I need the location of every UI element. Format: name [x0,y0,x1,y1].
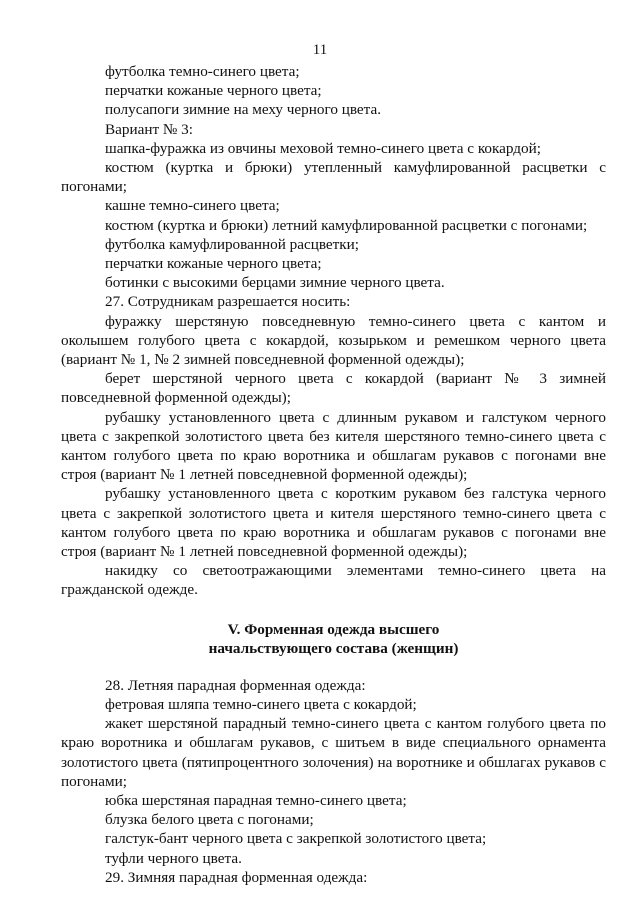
section-heading-line: V. Форменная одежда высшего [227,620,440,638]
paragraph: костюм (куртка и брюки) утепленный камуфлированной расцветки с погонами; [61,159,606,196]
paragraph: 27. Сотрудникам разрешается носить: [105,293,351,311]
paragraph: футболка камуфлированной расцветки; [105,235,360,253]
paragraph: жакет шерстяной парадный темно-синего цвета с кантом голубого цвета по краю воротника и обшлагам рукавов, с шитьем в виде специального орнамента золотистого цвета (пятипроцентного золочения) на воротнике и обшлагах рукавов с погонами; [61,715,606,790]
paragraph: кашне темно-синего цвета; [105,197,280,215]
paragraph: 28. Летняя парадная форменная одежда: [105,676,366,694]
paragraph: блузка белого цвета с погонами; [105,811,314,829]
paragraph: футболка темно-синего цвета; [105,63,300,80]
paragraph: перчатки кожаные черного цвета; [105,82,322,100]
page-number: 11 [312,42,328,58]
paragraph: перчатки кожаные черного цвета; [105,255,322,273]
paragraph: 29. Зимняя парадная форменная одежда: [105,868,368,886]
paragraph: накидку со светоотражающими элементами темно-синего цвета на гражданской одежде. [61,562,606,599]
paragraph: юбка шерстяная парадная темно-синего цвета; [105,791,407,809]
paragraph: рубашку установленного цвета с длинным рукавом и галстуком черного цвета с закрепкой золотистого цвета без кителя шерстяного темно-синего цвета с кантом голубого цвета по краю воротника и обшлагам рукавов с погонами вне строя (вариант № 1 летней повседневной форменной одежды); [61,408,606,484]
paragraph: фуражку шерстяную повседневную темно-синего цвета с кантом и околышем голубого цвета с кокардой, козырьком и ремешком черного цвета (вариант № 1, № 2 зимней повседневной форменной одежды); [61,312,606,369]
paragraph: фетровая шляпа темно-синего цвета с кокардой; [105,695,417,713]
paragraph: ботинки с высокими берцами зимние черного цвета. [105,274,445,292]
paragraph: Вариант № 3: [105,120,193,138]
paragraph: костюм (куртка и брюки) летний камуфлированной расцветки с погонами; [105,216,588,234]
paragraph: галстук-бант черного цвета с закрепкой золотистого цвета; [105,830,487,848]
document-body [61,62,606,887]
paragraph: рубашку установленного цвета с коротким рукавом без галстука черного цвета с закрепкой золотистого цвета и кителя шерстяного темно-синего цвета с кантом голубого цвета по краю воротника и обшлагам рукавов с погонами вне строя (вариант № 1 летней повседневной форменной одежды); [61,485,606,561]
paragraph: полусапоги зимние на меху черного цвета. [105,101,382,119]
section-heading [61,620,606,659]
paragraph: шапка-фуражка из овчины меховой темно-синего цвета с кокардой; [105,139,541,157]
section-heading-line: начальствующего состава (женщин) [208,640,459,658]
paragraph: туфли черного цвета. [105,849,242,867]
paragraph: берет шерстяной черного цвета с кокардой (вариант № 3 зимней повседневной форменной одежды); [61,370,606,407]
